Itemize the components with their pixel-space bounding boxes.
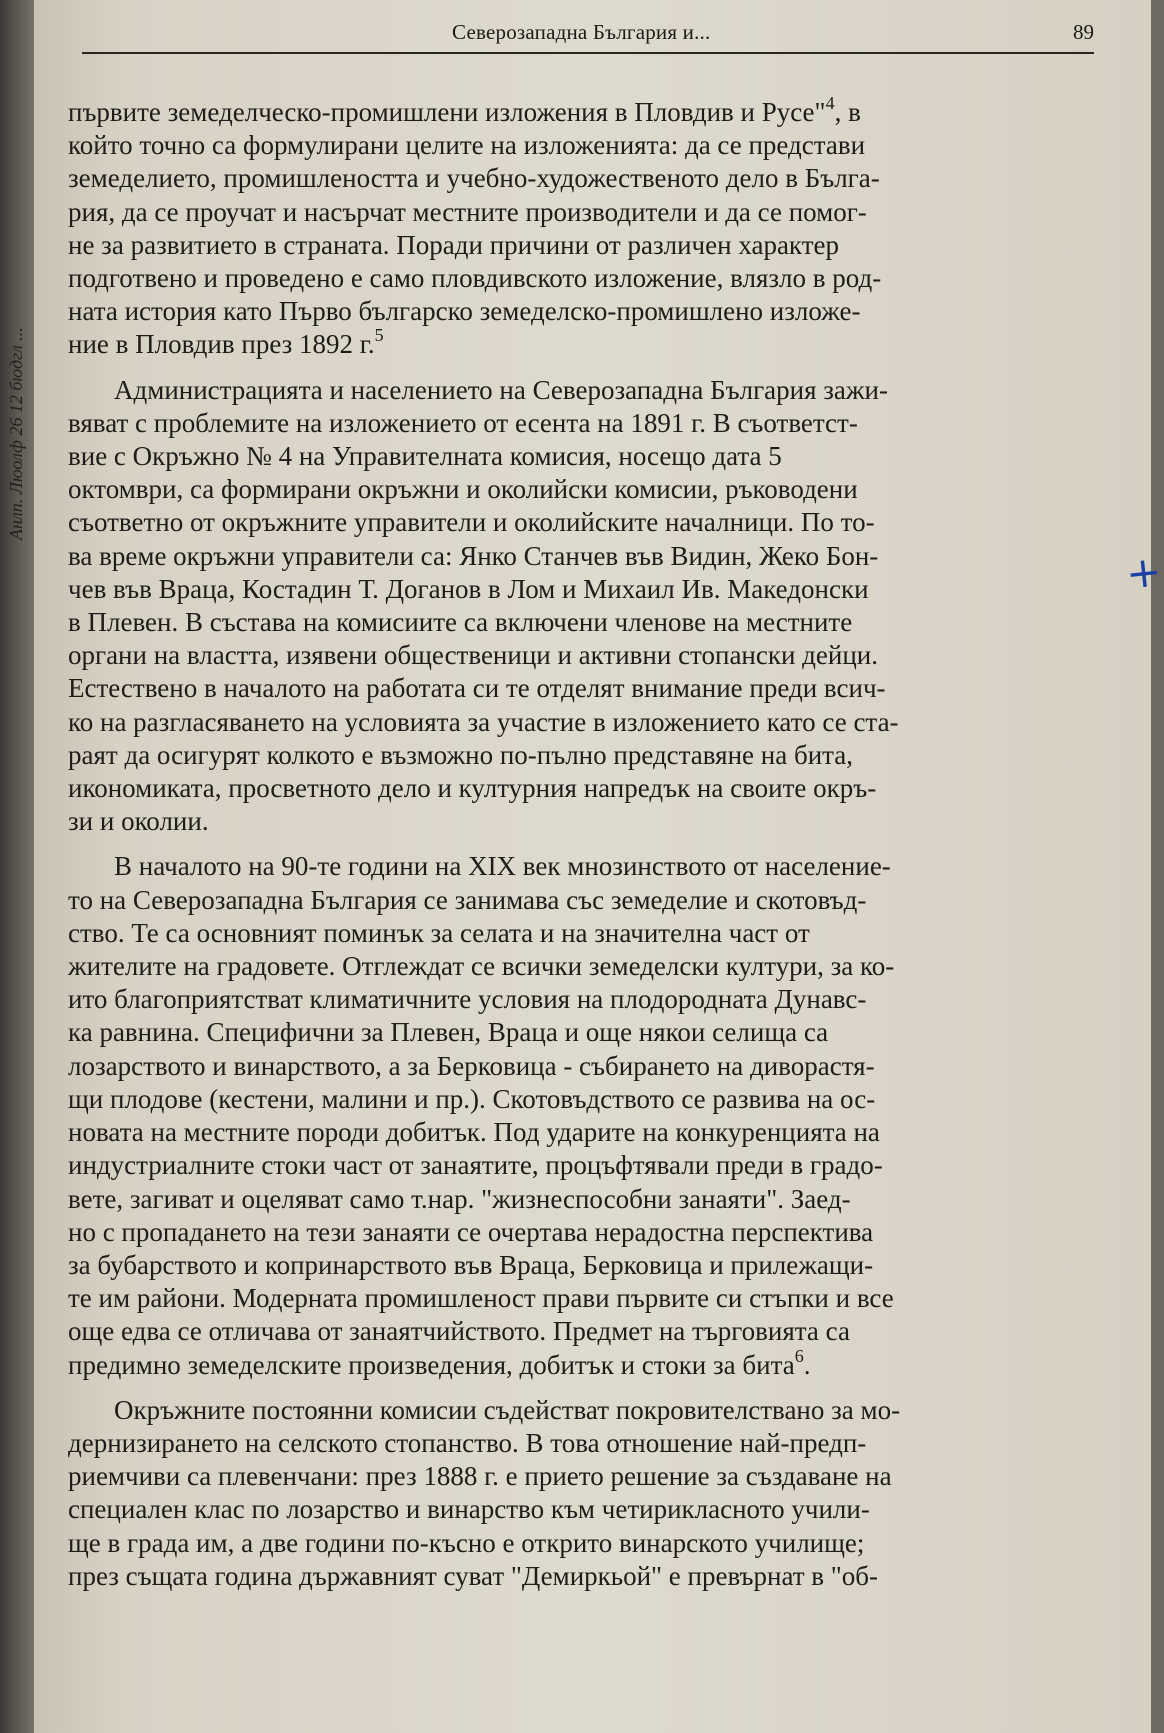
text-line (68, 739, 1148, 772)
footnote-ref: 6 (794, 1345, 804, 1366)
line-text: специален клас по лозарство и винарство към четирикласното учили- (68, 1494, 870, 1525)
line-text: органи на властта, изявени общественици и активни стопански дейци. (68, 640, 878, 671)
line-text: вяват с проблемите на изложението от есента на 1891 г. В съответст- (68, 407, 858, 438)
line-text: вие с Окръжно № 4 на Управителната комисия, носещо дата 5 (68, 441, 782, 472)
line-text: ито благоприятстват климатичните условия на плодородната Дунавс- (68, 984, 867, 1015)
line-text: ще в града им, а две години по-късно е открито винарското училище; (68, 1527, 865, 1558)
line-text: Администрацията и населението на Северозападна България зажи- (114, 374, 888, 405)
text-line (68, 473, 1148, 506)
body-text (68, 93, 1148, 1605)
text-line (68, 639, 1148, 672)
text-line (68, 1527, 1148, 1560)
line-text: Окръжните постоянни комисии съдействат покровителствано за мо- (114, 1394, 901, 1425)
line-text: дернизирането на селското стопанство. В това отношение най-предп- (68, 1427, 867, 1458)
text-line (68, 805, 1148, 838)
line-text: първите земеделческо-промишлени изложения в Пловдив и Русе" (68, 97, 826, 127)
text-line (68, 229, 1148, 262)
text-line (68, 917, 1148, 950)
line-text: ние в Пловдив през 1892 г. (68, 329, 375, 360)
text-line (68, 162, 1148, 195)
line-text: чев във Враца, Костадин Т. Доганов в Лом и Михаил Ив. Македонски (68, 573, 869, 604)
line-text: то на Северозападна България се занимава със земеделие и скотовъд- (68, 884, 867, 915)
text-line (68, 706, 1148, 739)
text-line (68, 506, 1148, 539)
text-line (68, 1016, 1148, 1049)
text-line (68, 129, 1148, 162)
text-line (68, 772, 1148, 805)
text-line (68, 672, 1148, 705)
line-text: ство. Те са основният поминък за селата и на значителна част от (68, 917, 810, 948)
text-line (68, 1560, 1148, 1593)
text-line (68, 295, 1148, 328)
text-line (68, 1394, 1148, 1427)
text-line (68, 573, 1148, 606)
line-text: раят да осигурят колкото е възможно по-пълно представяне на бита, (68, 739, 854, 770)
line-text: октомври, са формирани окръжни и околийски комисии, ръководени (68, 474, 858, 505)
running-title: Северозападна България и... (452, 20, 711, 44)
text-line (68, 1315, 1148, 1348)
line-text: вете, загиват и оцеляват само т.нар. "жизнеспособни занаяти". Заед- (68, 1183, 851, 1214)
line-text: подготвено и проведено е само пловдивското изложение, влязло в род- (68, 263, 882, 294)
line-text: ната история като Първо българско земеделско-промишлено изложе- (68, 296, 861, 327)
text-line (68, 1493, 1148, 1526)
text-line (68, 1083, 1148, 1116)
line-text: ка равнина. Специфични за Плевен, Враца и още някои селища са (68, 1017, 829, 1048)
line-text: ко на разгласяването на условията за участие в изложението като се ста- (68, 706, 899, 737)
line-text: за бубарството и копринарството във Враца, Берковица и прилежащи- (68, 1249, 874, 1280)
line-text: икономиката, просветното дело и културния напредък на своите окръ- (68, 773, 877, 804)
text-line (68, 1116, 1148, 1149)
text-line (68, 374, 1148, 407)
text-line (68, 540, 1148, 573)
line-text: през същата година държавният суват "Демиркьой" е превърнат в "об- (68, 1560, 879, 1591)
spine-handwriting: Анлп. Люолф 26 12 бюдгл ... (6, 327, 26, 540)
text-line (68, 440, 1148, 473)
book-page (34, 0, 1164, 1733)
text-line (68, 1149, 1148, 1182)
line-text: риемчиви са плевенчани: през 1888 г. е прието решение за създаване на (68, 1461, 892, 1492)
text-line (68, 1216, 1148, 1249)
text-line (68, 1050, 1148, 1083)
handwritten-plus-mark: + (1123, 546, 1164, 599)
line-text-tail: . (803, 1349, 811, 1380)
text-line (68, 884, 1148, 917)
footnote-ref: 4 (825, 93, 835, 113)
line-text: щи плодове (кестени, малини и пр.). Скотовъдството се развива на ос- (68, 1083, 876, 1114)
line-text: рия, да се проучат и насърчат местните производители и да се помог- (68, 196, 867, 227)
text-line (68, 262, 1148, 295)
text-line (68, 1345, 1148, 1382)
line-text: новата на местните породи добитък. Под ударите на конкуренцията на (68, 1117, 880, 1148)
line-text: жителите на градовете. Отглеждат се всички земеделски култури, за ко- (68, 951, 895, 982)
line-text: но с пропадането на тези занаяти се очертава нерадостна перспектива (68, 1216, 874, 1247)
line-text: не за развитието в страната. Поради причини от различен характер (68, 229, 839, 260)
line-text: те им райони. Модерната промишленост прави първите си стъпки и все (68, 1283, 894, 1314)
text-line (68, 606, 1148, 639)
paragraph (68, 1394, 1148, 1593)
page-header (82, 14, 1094, 54)
line-text: В началото на 90-те години на XIX век мнозинството от население- (114, 851, 891, 882)
paragraph (68, 93, 1148, 362)
line-text-tail: , в (834, 97, 861, 127)
page-number: 89 (1073, 20, 1094, 44)
line-text: лозарството и винарството, а за Берковица - събирането на диворастя- (68, 1050, 875, 1081)
text-line (68, 407, 1148, 440)
text-line (68, 950, 1148, 983)
text-line (68, 1183, 1148, 1216)
text-line (68, 1249, 1148, 1282)
line-text: зи и околии. (68, 806, 209, 837)
text-line (68, 983, 1148, 1016)
paragraph (68, 850, 1148, 1381)
line-text: индустриалните стоки част от занаятите, процъфтявали преди в градо- (68, 1150, 883, 1181)
text-line (68, 93, 1148, 129)
line-text: предимно земеделските произведения, добитък и стоки за бита (68, 1349, 795, 1380)
text-line (68, 850, 1148, 883)
line-text: съответно от окръжните управители и околийските началници. По то- (68, 507, 875, 538)
text-line (68, 1460, 1148, 1493)
line-text: ва време окръжни управители са: Янко Станчев във Видин, Жеко Бон- (68, 540, 879, 571)
text-line (68, 196, 1148, 229)
line-text: който точно са формулирани целите на изложенията: да се представи (68, 130, 866, 161)
footnote-ref: 5 (374, 325, 384, 346)
line-text: Естествено в началото на работата си те отделят внимание преди всич- (68, 673, 886, 704)
line-text: в Плевен. В състава на комисиите са включени членове на местните (68, 607, 853, 638)
text-line (68, 1282, 1148, 1315)
text-line (68, 1427, 1148, 1460)
line-text: още едва се отличава от занаятчийството. Предмет на търговията са (68, 1316, 850, 1347)
text-line (68, 325, 1148, 361)
paragraph (68, 374, 1148, 839)
line-text: земеделието, промишлеността и учебно-художественото дело в Бълга- (68, 163, 880, 194)
